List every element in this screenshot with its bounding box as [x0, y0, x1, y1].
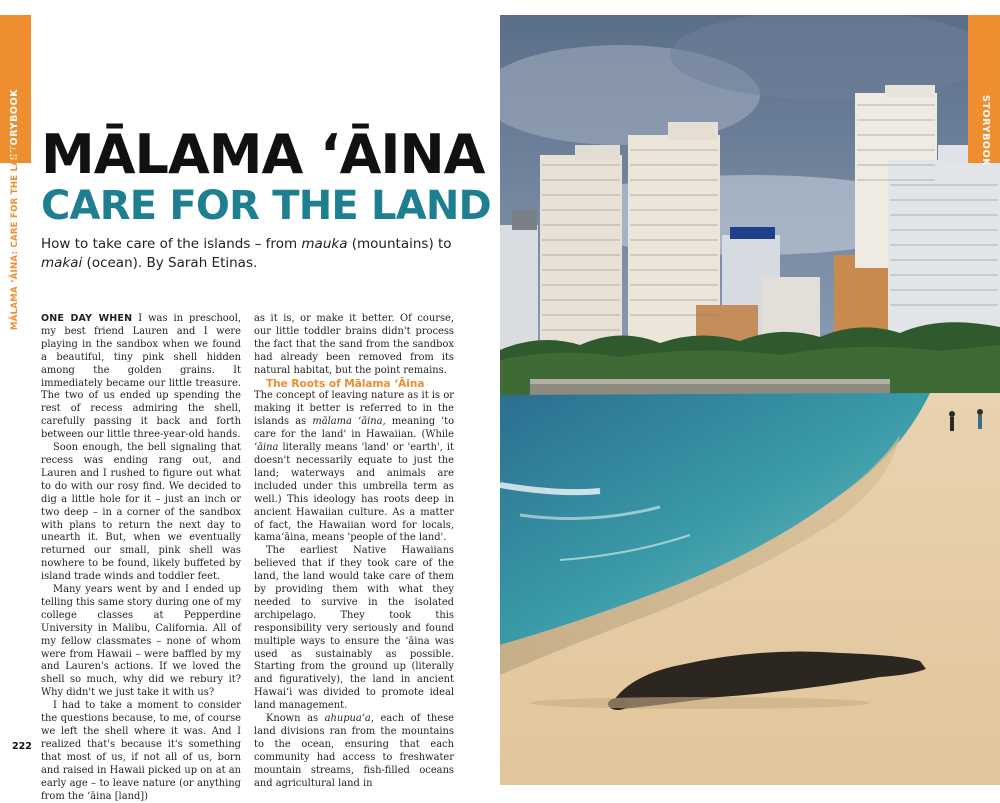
section-tab-label: STORYBOOK [9, 88, 20, 160]
article-column-2 [254, 313, 454, 791]
standfirst [41, 235, 461, 272]
paragraph [41, 313, 241, 442]
paragraph: Many years went by and I ended up telling this same story during one of my college classes at Pepperdine University in Malibu, California. All of my fellow classmates – none of whom were from Hawaii – were baffled by my and Lauren's actions. If we loved the shell so much, why did we rebury it? Why didn't we just take it with us? [41, 584, 241, 699]
photo-illustration [500, 15, 1000, 785]
left-page [0, 0, 500, 800]
paragraph: as it is, or make it better. Of course, our little toddler brains didn't process the fact that the sand from the sandbox had already been removed from its natural habitat, but the point remains. [254, 313, 454, 376]
standfirst-term-mauka: mauka [301, 236, 348, 252]
paragraph-text: I was in preschool, my best friend Lauren and I were playing in the sandbox when we found a beautiful, tiny pink shell hidden among the golden grains. It immediately became our little treasure. The two of us ended up spending the rest of recess admiring the shell, carefully passing it back and forth between our little three-year-old hands. [41, 313, 241, 441]
monk-seal-beach-photo [500, 15, 1000, 785]
page-number: 222 [12, 741, 32, 752]
paragraph-text: , each of these land divisions ran from the mountains to the ocean, ensuring that each community had access to freshwater mountain streams, fish-filled oceans and agricultural land in [254, 713, 454, 789]
standfirst-term-makai: makai [41, 254, 83, 271]
lead-in: ONE DAY WHEN [41, 313, 133, 324]
article-column-1 [41, 313, 241, 803]
hawaiian-term: mālama ʻāina [312, 416, 383, 428]
standfirst-text: How to take care of the islands – from [41, 236, 302, 252]
paragraph-text: Known as [266, 713, 325, 725]
section-tab-right-label: STORYBOOK [980, 95, 991, 167]
article-title: MĀLAMA ʻĀINA [41, 123, 485, 186]
paragraph: Soon enough, the bell signaling that recess was ending rang out, and Lauren and I rushed to figure out what to do with our rosy find. We decided to dig a little hole for it – just an inch or two deep – in a corner of the sandbox with plans to return the next day to unearth it. But, when we eventually returned our small, pink shell was nowhere to be found, likely buffeted by island trade winds and toddler feet. [41, 442, 241, 583]
paragraph: The earliest Native Hawaiians believed that if they took care of the land, the land would take care of them by providing them with what they needed to survive in the isolated archipelago. They took this responsibility very seriously and found multiple ways to ensure the ʻāina was used as sustainably as possible. Starting from the ground up (literally and figuratively), the land in ancient Hawaiʻi was divided to promote ideal land management. [254, 545, 454, 712]
hawaiian-term: ʻāina [254, 442, 279, 454]
paragraph [254, 390, 454, 545]
standfirst-byline: (ocean). By Sarah Etinas. [82, 254, 258, 271]
running-title: MĀLAMA ʻĀINA: CARE FOR THE LAND [10, 143, 20, 330]
paragraph: I had to take a moment to consider the questions because, to me, of course we left the shell where it was. And I realized that's because it's something that most of us, if not all of us, born and raised in Hawaii picked up on at an early age – to leave nature (or anything from the ʻāina [land]) [41, 700, 241, 802]
paragraph-text: The concept of leaving nature as it is or making it better is referred to in the islands as [254, 390, 454, 428]
article-subtitle: CARE FOR THE LAND [41, 183, 491, 229]
paragraph [254, 713, 454, 790]
paragraph-text: literally means 'land' or 'earth', it doesn't necessarily equate to just the land; waterways and animals are included under this umbrella term as well.) This ideology has roots deep in ancient Hawaiian culture. As a matter of fact, the Hawaiian word for locals, kamaʻāina, means 'people of the land'. [254, 442, 454, 544]
section-subhead: The Roots of Mālama ʻĀina [266, 377, 425, 390]
standfirst-text: (mountains) to [347, 236, 452, 252]
paragraph-text: , meaning 'to care for the land' in Hawaiian. (While [254, 416, 455, 441]
hawaiian-term: ahupuaʻa [324, 713, 371, 725]
